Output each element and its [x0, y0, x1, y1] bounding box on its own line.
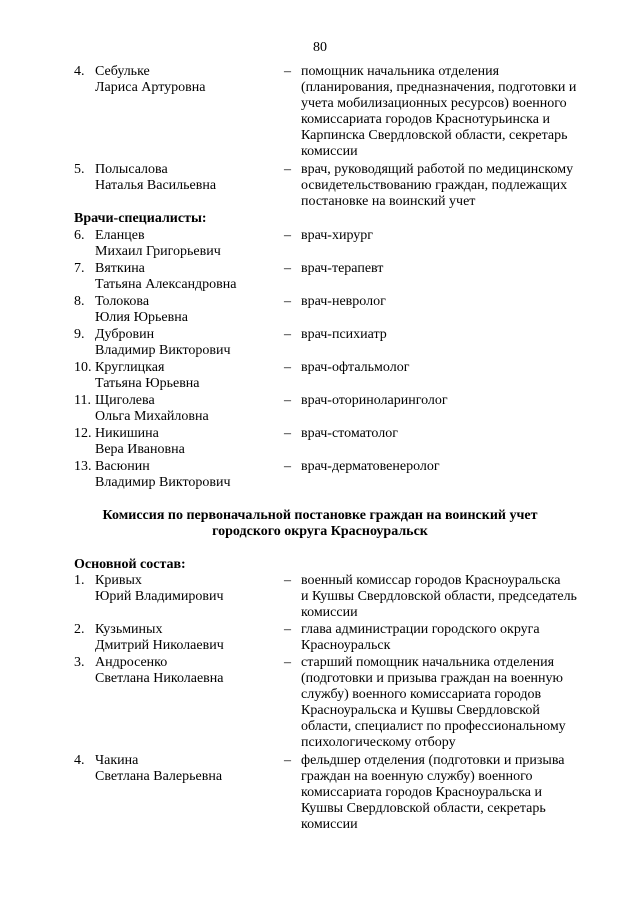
commission-title: Комиссия по первоначальной постановке граждан на воинский учет городского округа Красноуральск — [102, 508, 538, 539]
member-name: Себульке Лариса Артуровна — [95, 64, 206, 95]
dash: – — [284, 360, 291, 375]
dash: – — [284, 459, 291, 474]
member-name: Толокова Юлия Юрьевна — [95, 294, 188, 325]
dash: – — [284, 622, 291, 637]
entry-number: 3. — [74, 655, 85, 670]
member-role: врач-оториноларинголог — [301, 393, 448, 408]
member-name: Вяткина Татьяна Александровна — [95, 261, 237, 292]
dash: – — [284, 426, 291, 441]
member-role: фельдшер отделения (подготовки и призыва граждан на военную службу) военного комиссариата городов Красноуральска и Кушвы Свердловской области, секретарь комиссии — [301, 753, 565, 832]
member-role: старший помощник начальника отделения (подготовки и призыва граждан на военную службу) военного комиссариата городов Красноуральска и Кушвы Свердловской области, специалист по профессиональному психологическому отбору — [301, 655, 566, 750]
member-name: Щиголева Ольга Михайловна — [95, 393, 209, 424]
entry-number: 12. — [74, 426, 92, 441]
specialists-heading: Врачи-специалисты: — [74, 211, 207, 226]
entry-number: 4. — [74, 64, 85, 79]
entry-number: 7. — [74, 261, 85, 276]
entry-number: 6. — [74, 228, 85, 243]
member-role: врач-психиатр — [301, 327, 387, 342]
dash: – — [284, 261, 291, 276]
entry-number: 5. — [74, 162, 85, 177]
member-name: Круглицкая Татьяна Юрьевна — [95, 360, 200, 391]
dash: – — [284, 327, 291, 342]
member-name: Кривых Юрий Владимирович — [95, 573, 224, 604]
entry-number: 11. — [74, 393, 91, 408]
entry-number: 2. — [74, 622, 85, 637]
dash: – — [284, 64, 291, 79]
member-role: врач-стоматолог — [301, 426, 398, 441]
main-composition-heading: Основной состав: — [74, 557, 186, 572]
page-number: 80 — [313, 40, 327, 55]
dash: – — [284, 393, 291, 408]
member-role: врач-дерматовенеролог — [301, 459, 440, 474]
member-name: Кузьминых Дмитрий Николаевич — [95, 622, 224, 653]
member-name: Полысалова Наталья Васильевна — [95, 162, 217, 193]
dash: – — [284, 294, 291, 309]
member-name: Васюнин Владимир Викторович — [95, 459, 231, 490]
member-name: Дубровин Владимир Викторович — [95, 327, 231, 358]
dash: – — [284, 753, 291, 768]
dash: – — [284, 573, 291, 588]
entry-number: 9. — [74, 327, 85, 342]
entry-number: 4. — [74, 753, 85, 768]
member-name: Никишина Вера Ивановна — [95, 426, 185, 457]
member-role: врач, руководящий работой по медицинскому освидетельствованию граждан, подлежащих постановке на воинский учет — [301, 162, 574, 209]
entry-number: 13. — [74, 459, 92, 474]
member-role: глава администрации городского округа Красноуральск — [301, 622, 540, 653]
dash: – — [284, 228, 291, 243]
member-role: военный комиссар городов Красноуральска и Кушвы Свердловской области, председатель комиссии — [301, 573, 577, 620]
member-name: Андросенко Светлана Николаевна — [95, 655, 224, 686]
entry-number: 8. — [74, 294, 85, 309]
dash: – — [284, 162, 291, 177]
member-role: помощник начальника отделения (планирования, предназначения, подготовки и учета мобилизационных ресурсов) военного комиссариата городов Краснотурьинска и Карпинска Свердловской области, секретарь комиссии — [301, 64, 577, 159]
member-role: врач-терапевт — [301, 261, 384, 276]
entry-number: 1. — [74, 573, 85, 588]
member-role: врач-хирург — [301, 228, 374, 243]
member-role: врач-офтальмолог — [301, 360, 410, 375]
member-name: Еланцев Михаил Григорьевич — [95, 228, 221, 259]
member-role: врач-невролог — [301, 294, 386, 309]
entry-number: 10. — [74, 360, 92, 375]
member-name: Чакина Светлана Валерьевна — [95, 753, 223, 784]
dash: – — [284, 655, 291, 670]
